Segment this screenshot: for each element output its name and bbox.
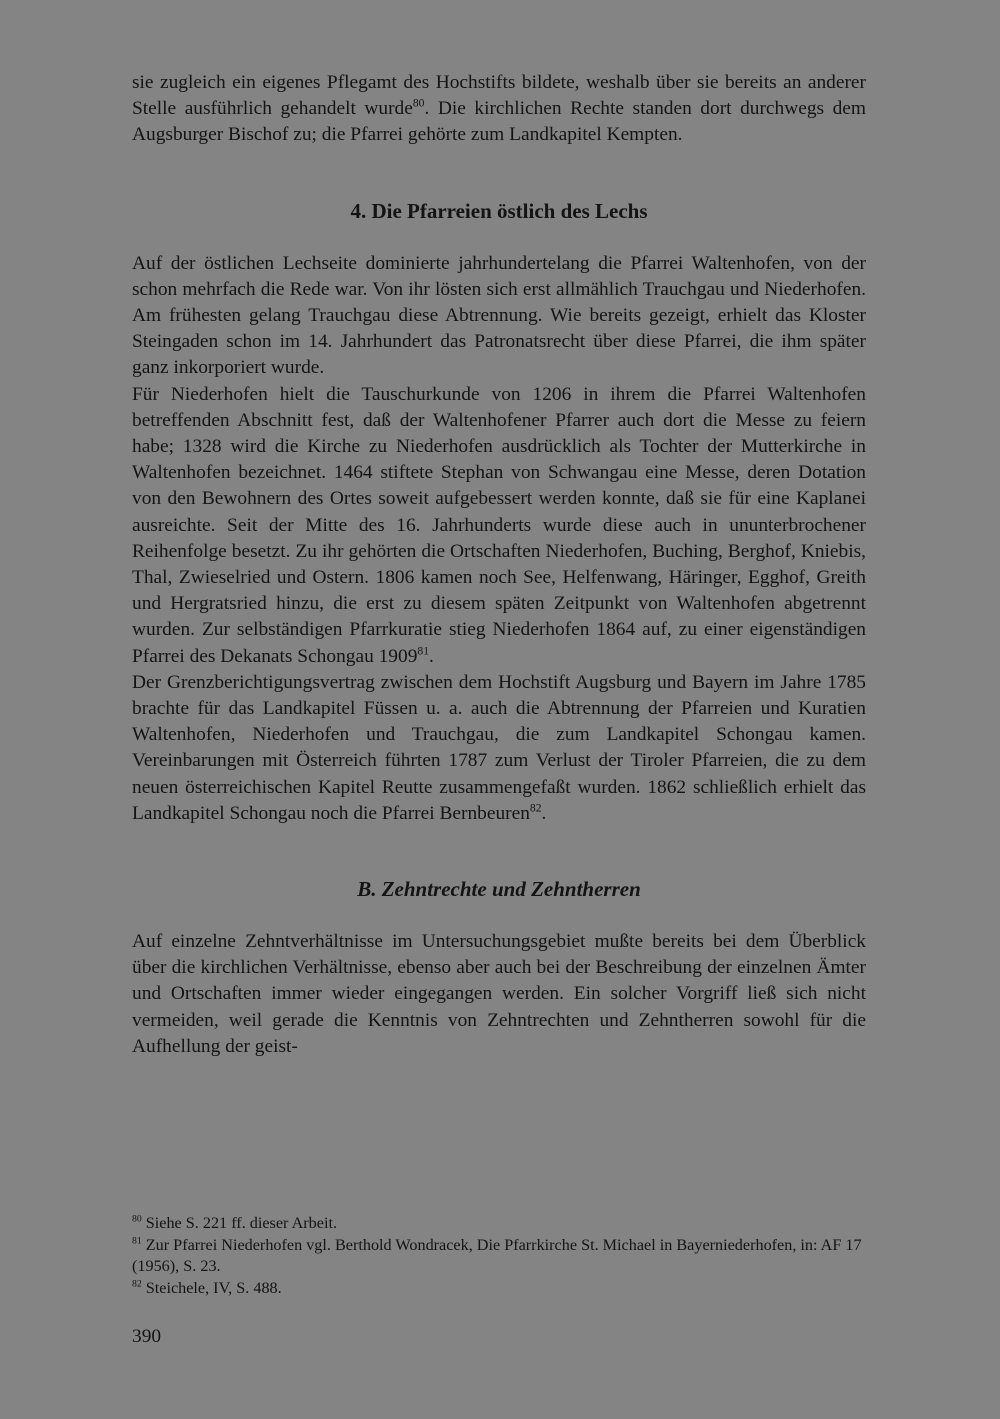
footnote-80 xyxy=(132,1213,866,1235)
paragraph-2-text: Für Niederhofen hielt die Tauschurkunde von 1206 in ihrem die Pfarrei Waltenhofen betreffenden Abschnitt fest, daß der Waltenhofener Pfarrer auch dort die Messe zu feiern habe; 1328 wird die Kirche zu Niederhofen ausdrücklich als Tochter der Mutterkirche in Waltenhofen bezeichnet. 1464 stiftete Stephan von Schwangau eine Messe, deren Dotation von den Bewohnern des Ortes soweit aufgebessert werden konnte, daß sie für eine Kaplanei ausreichte. Seit der Mitte des 16. Jahrhunderts wurde diese auch in ununterbrochener Reihenfolge besetzt. Zu ihr gehörten die Ortschaften Niederhofen, Buching, Berghof, Kniebis, Thal, Zwieselried und Ostern. 1806 kamen noch See, Helfenwang, Häringer, Egghof, Greith und Hergratsried hinzu, die erst zu diesem späten Zeitpunkt von Waltenhofen abgetrennt wurden. Zur selbständigen Pfarrkuratie stieg Niederhofen 1864 auf, zu einer eigenständigen Pfarrei des Dekanats Schongau 1909 xyxy=(132,383,866,667)
footnote-ref-81: 81 xyxy=(417,644,430,658)
paragraph-3-end: . xyxy=(541,802,547,824)
footnote-ref-80: 80 xyxy=(412,96,425,110)
footnote-text: Siehe S. 221 ff. dieser Arbeit. xyxy=(145,1214,337,1232)
section-b-paragraph-1: Auf einzelne Zehntverhältnisse im Untersuchungsgebiet mußte bereits bei dem Überblick über die kirchlichen Verhältnisse, ebenso aber auch bei der Beschreibung der einzelnen Ämter und Ortschaften immer wieder eingegangen werden. Ein solcher Vorgriff ließ sich nicht vermeiden, weil gerade die Kenntnis von Zehntrechten und Zehntherren sowohl für die Aufhellung der geist- xyxy=(132,931,866,1057)
footnote-number: 81 xyxy=(132,1235,142,1247)
section-4-paragraph-3 xyxy=(132,670,866,827)
section-heading-4: 4. Die Pfarreien östlich des Lechs xyxy=(350,198,648,223)
intro-text: sie zugleich ein eigenes Pflegamt des Hochstifts bildete, weshalb über sie bereits an anderer Stelle ausführlich gehandelt wurde xyxy=(132,72,866,120)
footnote-81 xyxy=(132,1235,866,1278)
page-body xyxy=(132,70,866,1060)
section-4-paragraph-1: Auf der östlichen Lechseite dominierte jahrhundertelang die Pfarrei Waltenhofen, von der schon mehrfach die Rede war. Von ihr lösten sich erst allmählich Trauchgau und Niederhofen. Am frühesten gelang Trauchgau diese Abtrennung. Wie bereits gezeigt, erhielt das Kloster Steingaden schon im 14. Jahrhundert das Patronatsrecht über diese Pfarrei, die ihm später ganz inkorporiert wurde. xyxy=(132,252,866,379)
intro-text-end: . Die kirchlichen Rechte standen dort durchwegs dem Augsburger Bischof zu; die Pfarrei gehörte zum Landkapitel Kempten. xyxy=(132,98,867,146)
intro-paragraph xyxy=(132,70,866,149)
page-number: 390 xyxy=(132,1326,162,1347)
footnotes xyxy=(132,1213,866,1299)
footnote-ref-82: 82 xyxy=(529,801,542,815)
footnote-number: 82 xyxy=(132,1278,142,1290)
section-4-paragraph-2 xyxy=(132,382,866,670)
footnote-number: 80 xyxy=(132,1213,142,1225)
footnote-82 xyxy=(132,1278,866,1300)
footnote-text: Steichele, IV, S. 488. xyxy=(145,1278,282,1297)
section-heading-b: B. Zehntrechte und Zehntherren xyxy=(357,877,641,902)
footnote-text: Zur Pfarrei Niederhofen vgl. Berthold Wondracek, Die Pfarrkirche St. Michael in Bayerniederhofen, in: AF 17 (1956), S. 23. xyxy=(132,1235,862,1275)
paragraph-3-text: Der Grenzberichtigungsvertrag zwischen dem Hochstift Augsburg und Bayern im Jahre 1785 brachte für das Landkapitel Füssen u. a. auch die Abtrennung der Pfarreien und Kuratien Waltenhofen, Niederhofen und Trauchgau, die zum Landkapitel Schongau kamen. Vereinbarungen mit Österreich führten 1787 zum Verlust der Tiroler Pfarreien, die zu dem neuen österreichischen Kapitel Reutte zusammengefaßt wurden. 1862 schließlich erhielt das Landkapitel Schongau noch die Pfarrei Bernbeuren xyxy=(132,671,866,824)
paragraph-2-end: . xyxy=(429,645,434,667)
